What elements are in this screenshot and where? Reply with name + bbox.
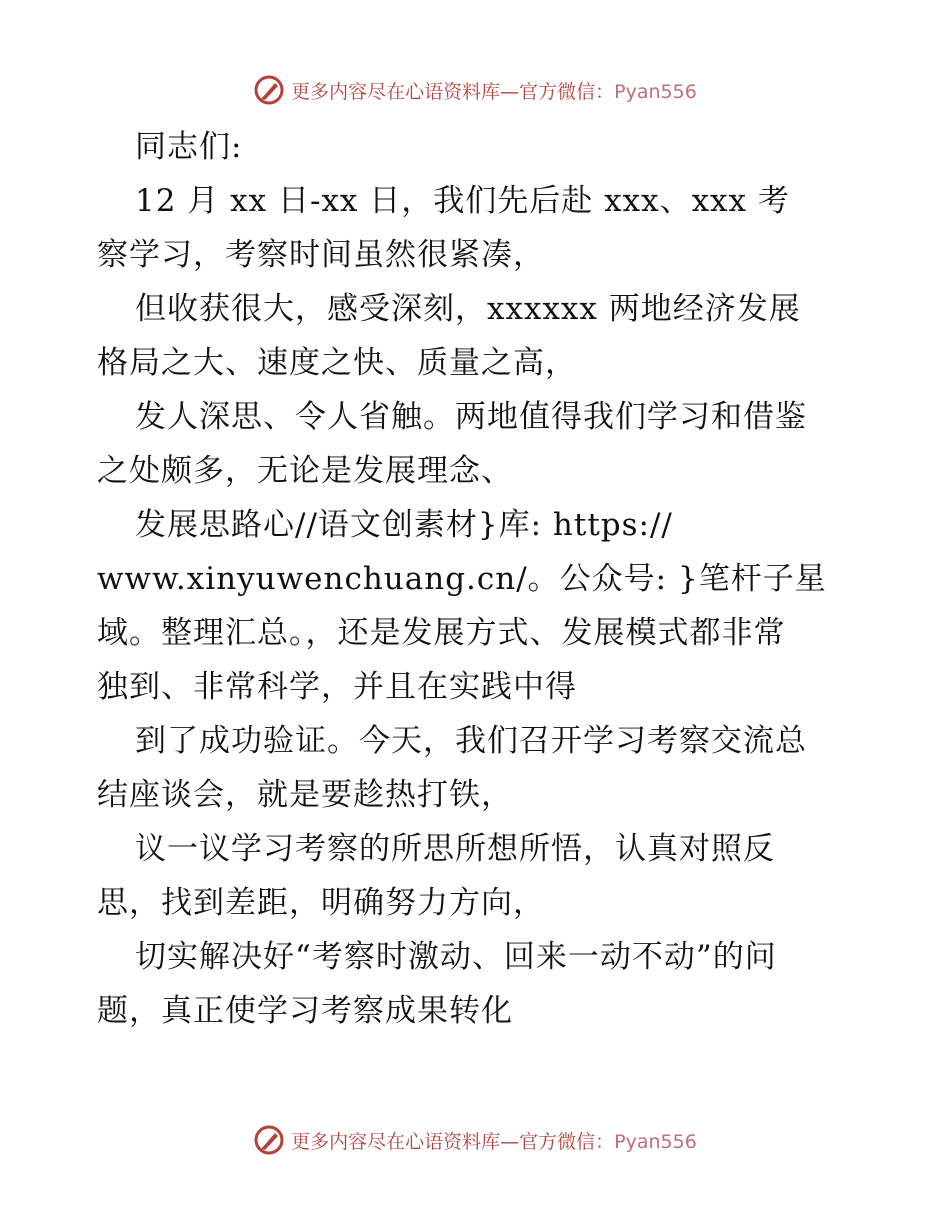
document-body (97, 120, 857, 1038)
watermark-text (291, 77, 697, 104)
paragraph-line: 切实解决好“考察时激动、回来一动不动”的问 (135, 939, 777, 975)
watermark-wechat-id: Pyan556 (614, 1130, 697, 1153)
quill-pen-icon (253, 74, 285, 106)
paragraph-line: 域。整理汇总。，还是发展方式、发展模式都非常 (97, 615, 786, 651)
quill-pen-icon (253, 1124, 285, 1156)
paragraph-line: 但收获很大，感受深刻，xxxxxx 两地经济发展 (135, 291, 801, 327)
paragraph-line: 独到、非常科学，并且在实践中得 (97, 669, 577, 705)
paragraph-line: 到了成功验证。今天，我们召开学习考察交流总 (135, 723, 807, 759)
paragraph-line: 12 月 xx 日-xx 日，我们先后赴 xxx、xxx 考 (135, 183, 790, 219)
paragraph-line: 结座谈会，就是要趁热打铁， (97, 777, 513, 813)
watermark-wechat-id: Pyan556 (614, 80, 697, 103)
paragraph-line: 之处颇多，无论是发展理念、 (97, 453, 513, 489)
paragraph-line: www.xinyuwenchuang.cn/。公众号: }笔杆子星 (97, 561, 827, 597)
paragraph-line: 思，找到差距，明确努力方向， (97, 885, 545, 921)
watermark-text (291, 1127, 697, 1154)
paragraph-line: 格局之大、速度之快、质量之高， (97, 345, 577, 381)
watermark-main-text: 更多内容尽在心语资料库—官方微信： (291, 1130, 615, 1153)
footer-watermark (0, 1120, 950, 1160)
paragraph-line: 察学习，考察时间虽然很紧凑， (97, 237, 545, 273)
paragraph-line: 发人深思、令人省触。两地值得我们学习和借鉴 (135, 399, 807, 435)
paragraph-line: 同志们: (135, 129, 243, 165)
header-watermark (0, 70, 950, 110)
paragraph-line: 题，真正使学习考察成果转化 (97, 993, 513, 1029)
paragraph-line: 议一议学习考察的所思所想所悟，认真对照反 (135, 831, 775, 867)
watermark-main-text: 更多内容尽在心语资料库—官方微信： (291, 80, 615, 103)
paragraph-line: 发展思路心//语文创素材}库: https:// (135, 507, 673, 543)
